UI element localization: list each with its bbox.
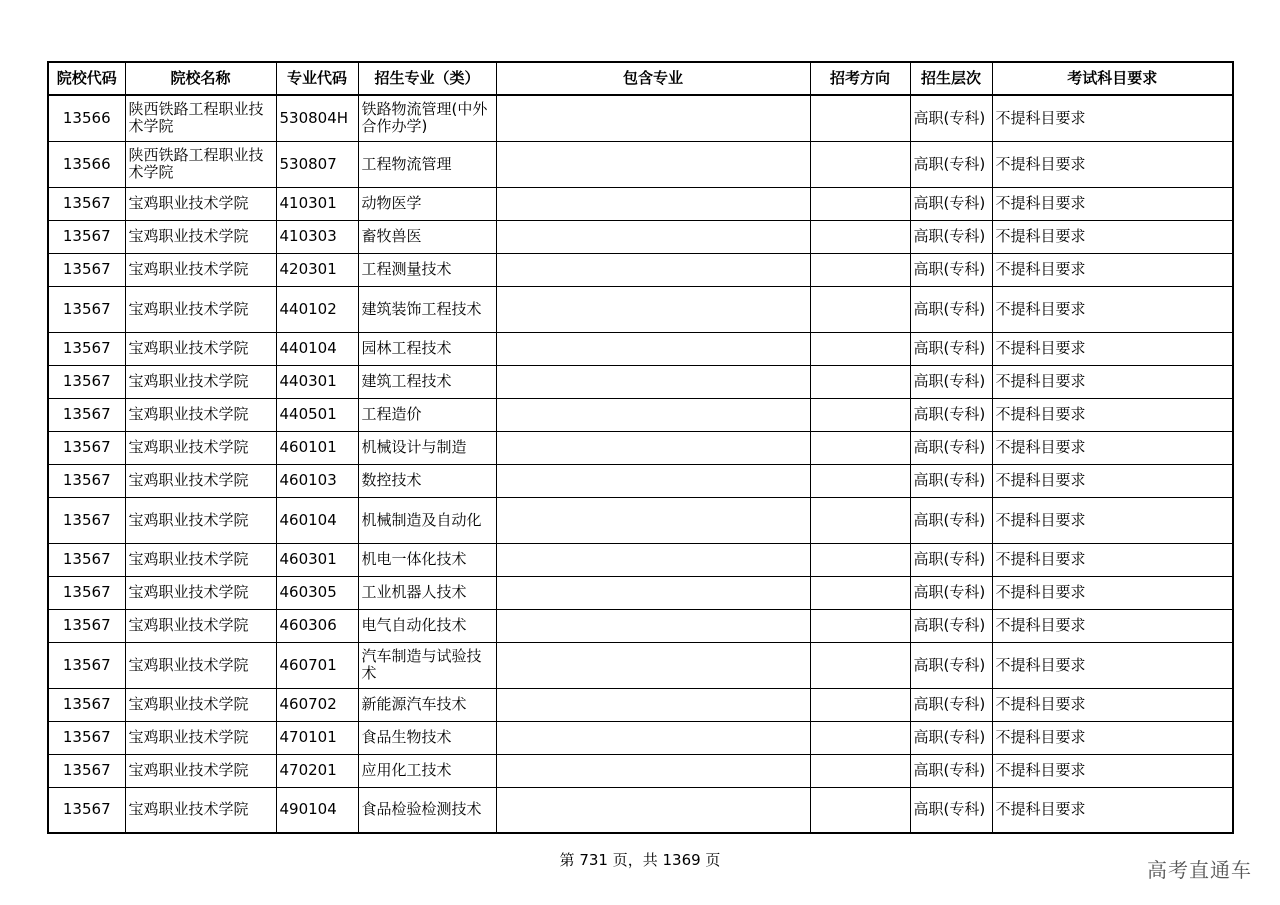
included-majors-cell	[496, 464, 810, 497]
table-row	[48, 721, 1233, 754]
table-row	[48, 688, 1233, 721]
school-code-cell: 13567	[48, 642, 125, 688]
level-cell: 高职(专科)	[910, 332, 992, 365]
major-cell: 园林工程技术	[358, 332, 496, 365]
included-majors-cell	[496, 220, 810, 253]
table-row	[48, 398, 1233, 431]
major-cell: 应用化工技术	[358, 754, 496, 787]
school-code-cell: 13567	[48, 497, 125, 543]
level-cell: 高职(专科)	[910, 787, 992, 833]
table-row	[48, 464, 1233, 497]
major-cell: 铁路物流管理(中外合作办学)	[358, 95, 496, 141]
major-code-cell: 440301	[276, 365, 358, 398]
table-row	[48, 95, 1233, 141]
subject-requirement-cell: 不提科目要求	[992, 464, 1233, 497]
major-code-cell: 460104	[276, 497, 358, 543]
major-cell: 工程造价	[358, 398, 496, 431]
direction-cell	[810, 365, 910, 398]
header-school-code: 院校代码	[48, 62, 125, 95]
header-included-majors: 包含专业	[496, 62, 810, 95]
school-code-cell: 13567	[48, 187, 125, 220]
subject-requirement-cell: 不提科目要求	[992, 220, 1233, 253]
table-row	[48, 497, 1233, 543]
table-row	[48, 543, 1233, 576]
level-cell: 高职(专科)	[910, 398, 992, 431]
level-cell: 高职(专科)	[910, 220, 992, 253]
school-code-cell: 13567	[48, 220, 125, 253]
direction-cell	[810, 431, 910, 464]
school-code-cell: 13567	[48, 609, 125, 642]
school-name-cell: 宝鸡职业技术学院	[125, 220, 276, 253]
school-name-cell: 宝鸡职业技术学院	[125, 609, 276, 642]
table-row	[48, 286, 1233, 332]
included-majors-cell	[496, 332, 810, 365]
school-code-cell: 13566	[48, 95, 125, 141]
included-majors-cell	[496, 398, 810, 431]
direction-cell	[810, 220, 910, 253]
school-code-cell: 13567	[48, 431, 125, 464]
level-cell: 高职(专科)	[910, 721, 992, 754]
school-code-cell: 13567	[48, 688, 125, 721]
included-majors-cell	[496, 576, 810, 609]
school-name-cell: 宝鸡职业技术学院	[125, 576, 276, 609]
major-code-cell: 460306	[276, 609, 358, 642]
direction-cell	[810, 688, 910, 721]
level-cell: 高职(专科)	[910, 286, 992, 332]
included-majors-cell	[496, 688, 810, 721]
school-code-cell: 13567	[48, 253, 125, 286]
subject-requirement-cell: 不提科目要求	[992, 286, 1233, 332]
major-code-cell: 460103	[276, 464, 358, 497]
header-school-name: 院校名称	[125, 62, 276, 95]
level-cell: 高职(专科)	[910, 754, 992, 787]
major-cell: 机电一体化技术	[358, 543, 496, 576]
major-cell: 工程物流管理	[358, 141, 496, 187]
subject-requirement-cell: 不提科目要求	[992, 187, 1233, 220]
major-code-cell: 530804H	[276, 95, 358, 141]
header-direction: 招考方向	[810, 62, 910, 95]
major-cell: 畜牧兽医	[358, 220, 496, 253]
direction-cell	[810, 576, 910, 609]
subject-requirement-cell: 不提科目要求	[992, 787, 1233, 833]
subject-requirement-cell: 不提科目要求	[992, 365, 1233, 398]
school-name-cell: 宝鸡职业技术学院	[125, 464, 276, 497]
school-name-cell: 宝鸡职业技术学院	[125, 365, 276, 398]
major-code-cell: 460701	[276, 642, 358, 688]
included-majors-cell	[496, 187, 810, 220]
subject-requirement-cell: 不提科目要求	[992, 431, 1233, 464]
major-cell: 食品检验检测技术	[358, 787, 496, 833]
level-cell: 高职(专科)	[910, 431, 992, 464]
direction-cell	[810, 609, 910, 642]
subject-requirement-cell: 不提科目要求	[992, 543, 1233, 576]
subject-requirement-cell: 不提科目要求	[992, 642, 1233, 688]
direction-cell	[810, 286, 910, 332]
level-cell: 高职(专科)	[910, 141, 992, 187]
direction-cell	[810, 95, 910, 141]
major-cell: 建筑工程技术	[358, 365, 496, 398]
level-cell: 高职(专科)	[910, 365, 992, 398]
major-code-cell: 410301	[276, 187, 358, 220]
major-code-cell: 460702	[276, 688, 358, 721]
major-cell: 食品生物技术	[358, 721, 496, 754]
major-code-cell: 440102	[276, 286, 358, 332]
subject-requirement-cell: 不提科目要求	[992, 398, 1233, 431]
header-major-code: 专业代码	[276, 62, 358, 95]
major-code-cell: 460101	[276, 431, 358, 464]
subject-requirement-cell: 不提科目要求	[992, 721, 1233, 754]
school-name-cell: 宝鸡职业技术学院	[125, 332, 276, 365]
major-cell: 工程测量技术	[358, 253, 496, 286]
included-majors-cell	[496, 253, 810, 286]
direction-cell	[810, 332, 910, 365]
header-subject-requirement: 考试科目要求	[992, 62, 1233, 95]
page-number: 第 731 页，共 1369 页	[559, 851, 721, 869]
major-cell: 新能源汽车技术	[358, 688, 496, 721]
table-row	[48, 253, 1233, 286]
major-code-cell: 420301	[276, 253, 358, 286]
table-row	[48, 141, 1233, 187]
included-majors-cell	[496, 754, 810, 787]
level-cell: 高职(专科)	[910, 688, 992, 721]
major-cell: 机械设计与制造	[358, 431, 496, 464]
table-row	[48, 187, 1233, 220]
included-majors-cell	[496, 642, 810, 688]
school-code-cell: 13567	[48, 398, 125, 431]
school-name-cell: 宝鸡职业技术学院	[125, 286, 276, 332]
included-majors-cell	[496, 787, 810, 833]
school-code-cell: 13567	[48, 576, 125, 609]
major-cell: 动物医学	[358, 187, 496, 220]
level-cell: 高职(专科)	[910, 497, 992, 543]
subject-requirement-cell: 不提科目要求	[992, 497, 1233, 543]
level-cell: 高职(专科)	[910, 464, 992, 497]
table-row	[48, 642, 1233, 688]
subject-requirement-cell: 不提科目要求	[992, 253, 1233, 286]
header-level: 招生层次	[910, 62, 992, 95]
subject-requirement-cell: 不提科目要求	[992, 688, 1233, 721]
school-code-cell: 13567	[48, 721, 125, 754]
direction-cell	[810, 464, 910, 497]
major-code-cell: 470201	[276, 754, 358, 787]
direction-cell	[810, 642, 910, 688]
major-cell: 电气自动化技术	[358, 609, 496, 642]
level-cell: 高职(专科)	[910, 253, 992, 286]
direction-cell	[810, 141, 910, 187]
school-name-cell: 宝鸡职业技术学院	[125, 431, 276, 464]
major-cell: 机械制造及自动化	[358, 497, 496, 543]
level-cell: 高职(专科)	[910, 642, 992, 688]
major-code-cell: 490104	[276, 787, 358, 833]
school-code-cell: 13567	[48, 543, 125, 576]
major-cell: 汽车制造与试验技术	[358, 642, 496, 688]
major-code-cell: 470101	[276, 721, 358, 754]
included-majors-cell	[496, 431, 810, 464]
table-header	[48, 62, 1233, 95]
school-code-cell: 13567	[48, 286, 125, 332]
included-majors-cell	[496, 609, 810, 642]
direction-cell	[810, 721, 910, 754]
school-code-cell: 13566	[48, 141, 125, 187]
subject-requirement-cell: 不提科目要求	[992, 609, 1233, 642]
table-body	[48, 95, 1233, 833]
watermark: 高考直通车	[1147, 858, 1252, 882]
school-name-cell: 宝鸡职业技术学院	[125, 754, 276, 787]
school-name-cell: 宝鸡职业技术学院	[125, 543, 276, 576]
school-name-cell: 宝鸡职业技术学院	[125, 497, 276, 543]
level-cell: 高职(专科)	[910, 95, 992, 141]
direction-cell	[810, 754, 910, 787]
school-code-cell: 13567	[48, 464, 125, 497]
level-cell: 高职(专科)	[910, 576, 992, 609]
subject-requirement-cell: 不提科目要求	[992, 95, 1233, 141]
table-row	[48, 365, 1233, 398]
included-majors-cell	[496, 543, 810, 576]
level-cell: 高职(专科)	[910, 187, 992, 220]
direction-cell	[810, 187, 910, 220]
header-major: 招生专业（类）	[358, 62, 496, 95]
school-code-cell: 13567	[48, 365, 125, 398]
subject-requirement-cell: 不提科目要求	[992, 576, 1233, 609]
included-majors-cell	[496, 141, 810, 187]
included-majors-cell	[496, 497, 810, 543]
table-row	[48, 220, 1233, 253]
major-code-cell: 530807	[276, 141, 358, 187]
direction-cell	[810, 787, 910, 833]
admissions-table	[47, 61, 1234, 834]
school-name-cell: 宝鸡职业技术学院	[125, 787, 276, 833]
school-name-cell: 宝鸡职业技术学院	[125, 398, 276, 431]
major-cell: 建筑装饰工程技术	[358, 286, 496, 332]
major-code-cell: 460305	[276, 576, 358, 609]
subject-requirement-cell: 不提科目要求	[992, 332, 1233, 365]
major-code-cell: 440501	[276, 398, 358, 431]
major-code-cell: 410303	[276, 220, 358, 253]
included-majors-cell	[496, 95, 810, 141]
school-name-cell: 陕西铁路工程职业技术学院	[125, 141, 276, 187]
subject-requirement-cell: 不提科目要求	[992, 754, 1233, 787]
subject-requirement-cell: 不提科目要求	[992, 141, 1233, 187]
school-code-cell: 13567	[48, 332, 125, 365]
major-code-cell: 460301	[276, 543, 358, 576]
major-cell: 工业机器人技术	[358, 576, 496, 609]
table-row	[48, 332, 1233, 365]
table-row	[48, 576, 1233, 609]
table-row	[48, 754, 1233, 787]
school-name-cell: 宝鸡职业技术学院	[125, 688, 276, 721]
included-majors-cell	[496, 286, 810, 332]
table-row	[48, 609, 1233, 642]
included-majors-cell	[496, 365, 810, 398]
school-name-cell: 宝鸡职业技术学院	[125, 187, 276, 220]
direction-cell	[810, 398, 910, 431]
level-cell: 高职(专科)	[910, 609, 992, 642]
level-cell: 高职(专科)	[910, 543, 992, 576]
school-name-cell: 宝鸡职业技术学院	[125, 721, 276, 754]
table-row	[48, 431, 1233, 464]
direction-cell	[810, 543, 910, 576]
major-cell: 数控技术	[358, 464, 496, 497]
direction-cell	[810, 253, 910, 286]
major-code-cell: 440104	[276, 332, 358, 365]
included-majors-cell	[496, 721, 810, 754]
school-name-cell: 宝鸡职业技术学院	[125, 642, 276, 688]
school-name-cell: 宝鸡职业技术学院	[125, 253, 276, 286]
school-code-cell: 13567	[48, 754, 125, 787]
header-row	[48, 62, 1233, 95]
school-name-cell: 陕西铁路工程职业技术学院	[125, 95, 276, 141]
direction-cell	[810, 497, 910, 543]
school-code-cell: 13567	[48, 787, 125, 833]
table-row	[48, 787, 1233, 833]
